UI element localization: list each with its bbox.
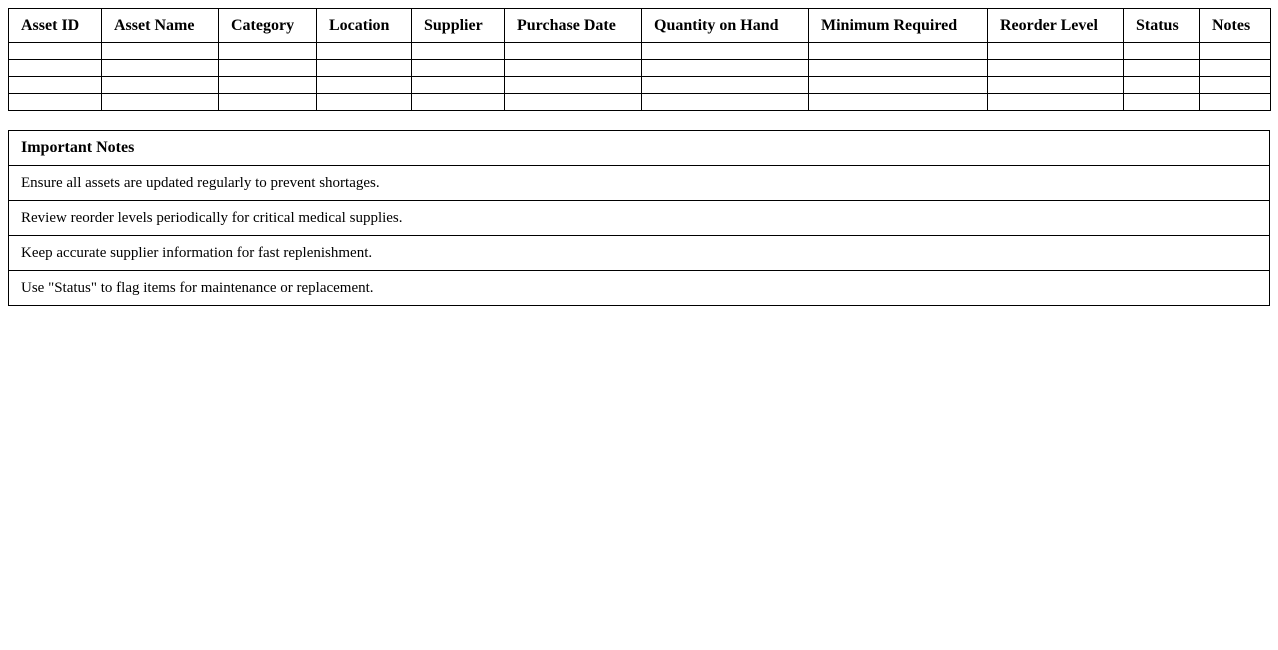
cell-asset-name[interactable] <box>102 77 219 94</box>
cell-quantity-on-hand[interactable] <box>642 60 809 77</box>
column-header-asset-name: Asset Name <box>102 9 219 43</box>
cell-location[interactable] <box>317 43 412 60</box>
cell-quantity-on-hand[interactable] <box>642 77 809 94</box>
note-row <box>9 166 1270 201</box>
cell-status[interactable] <box>1124 43 1200 60</box>
table-row <box>9 60 1271 77</box>
cell-minimum-required[interactable] <box>809 60 988 77</box>
note-row <box>9 236 1270 271</box>
cell-status[interactable] <box>1124 60 1200 77</box>
cell-category[interactable] <box>219 43 317 60</box>
cell-notes[interactable] <box>1200 43 1271 60</box>
cell-reorder-level[interactable] <box>988 77 1124 94</box>
column-header-minimum-required: Minimum Required <box>809 9 988 43</box>
cell-purchase-date[interactable] <box>505 60 642 77</box>
cell-notes[interactable] <box>1200 94 1271 111</box>
asset-table-body <box>9 43 1271 111</box>
cell-supplier[interactable] <box>412 94 505 111</box>
notes-header-row <box>9 131 1270 166</box>
cell-asset-name[interactable] <box>102 60 219 77</box>
column-header-supplier: Supplier <box>412 9 505 43</box>
table-row <box>9 43 1271 60</box>
cell-reorder-level[interactable] <box>988 43 1124 60</box>
cell-notes[interactable] <box>1200 60 1271 77</box>
cell-reorder-level[interactable] <box>988 94 1124 111</box>
notes-heading: Important Notes <box>9 131 1270 166</box>
asset-inventory-table <box>8 8 1271 111</box>
cell-category[interactable] <box>219 77 317 94</box>
cell-asset-name[interactable] <box>102 43 219 60</box>
column-header-reorder-level: Reorder Level <box>988 9 1124 43</box>
cell-purchase-date[interactable] <box>505 43 642 60</box>
table-row <box>9 94 1271 111</box>
cell-category[interactable] <box>219 60 317 77</box>
cell-purchase-date[interactable] <box>505 94 642 111</box>
important-notes-table <box>8 130 1270 306</box>
cell-asset-id[interactable] <box>9 77 102 94</box>
cell-minimum-required[interactable] <box>809 94 988 111</box>
column-header-notes: Notes <box>1200 9 1271 43</box>
column-header-asset-id: Asset ID <box>9 9 102 43</box>
column-header-location: Location <box>317 9 412 43</box>
cell-location[interactable] <box>317 60 412 77</box>
cell-notes[interactable] <box>1200 77 1271 94</box>
note-item: Keep accurate supplier information for fast replenishment. <box>9 236 1270 271</box>
column-header-purchase-date: Purchase Date <box>505 9 642 43</box>
cell-asset-name[interactable] <box>102 94 219 111</box>
cell-supplier[interactable] <box>412 77 505 94</box>
table-row <box>9 77 1271 94</box>
note-row <box>9 201 1270 236</box>
cell-supplier[interactable] <box>412 43 505 60</box>
cell-asset-id[interactable] <box>9 94 102 111</box>
note-item: Review reorder levels periodically for critical medical supplies. <box>9 201 1270 236</box>
cell-asset-id[interactable] <box>9 43 102 60</box>
cell-purchase-date[interactable] <box>505 77 642 94</box>
cell-reorder-level[interactable] <box>988 60 1124 77</box>
column-header-quantity-on-hand: Quantity on Hand <box>642 9 809 43</box>
note-row <box>9 271 1270 306</box>
column-header-category: Category <box>219 9 317 43</box>
cell-quantity-on-hand[interactable] <box>642 43 809 60</box>
table-header-row <box>9 9 1271 43</box>
cell-status[interactable] <box>1124 77 1200 94</box>
cell-location[interactable] <box>317 94 412 111</box>
cell-supplier[interactable] <box>412 60 505 77</box>
note-item: Ensure all assets are updated regularly to prevent shortages. <box>9 166 1270 201</box>
cell-category[interactable] <box>219 94 317 111</box>
cell-minimum-required[interactable] <box>809 43 988 60</box>
cell-location[interactable] <box>317 77 412 94</box>
column-header-status: Status <box>1124 9 1200 43</box>
note-item: Use "Status" to flag items for maintenance or replacement. <box>9 271 1270 306</box>
cell-minimum-required[interactable] <box>809 77 988 94</box>
cell-asset-id[interactable] <box>9 60 102 77</box>
cell-quantity-on-hand[interactable] <box>642 94 809 111</box>
cell-status[interactable] <box>1124 94 1200 111</box>
